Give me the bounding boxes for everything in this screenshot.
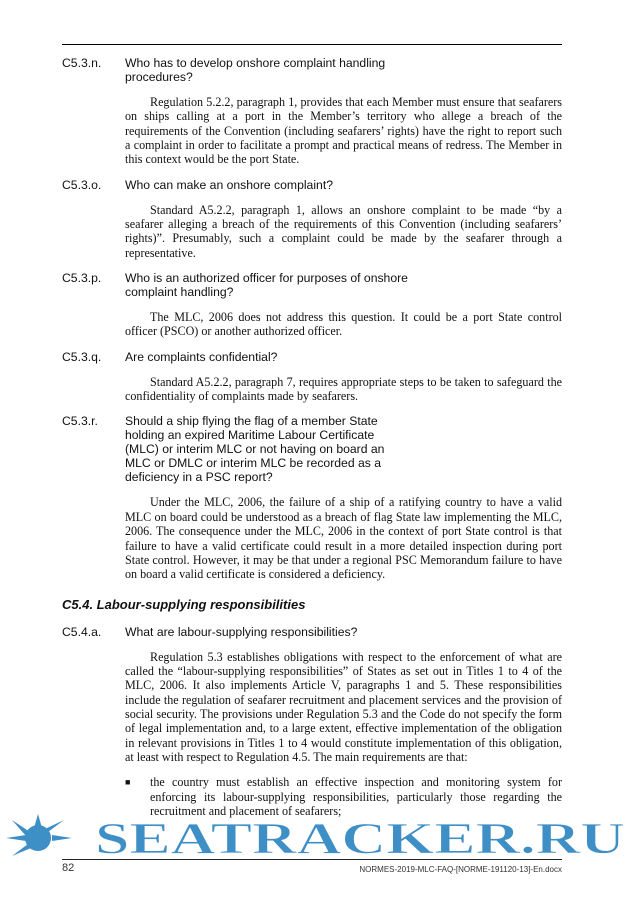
answer-c53q: Standard A5.2.2, paragraph 7, requires appropriate steps to be taken to safeguard the confidentiality of complaints made by seafarers. <box>125 374 562 404</box>
question-number: C5.3.r. <box>62 414 98 429</box>
sun-logo-icon <box>6 814 72 856</box>
section-heading: C5.4. Labour-supplying responsibilities <box>62 596 306 612</box>
bullet-square-icon: ■ <box>125 777 131 788</box>
question-text: Who has to develop onshore complaint handling procedures? <box>125 56 386 84</box>
question-c53p <box>62 271 562 299</box>
question-c53r <box>62 414 562 484</box>
question-number: C5.3.q. <box>62 349 102 364</box>
header-rule <box>62 44 562 45</box>
answer-c53r: Under the MLC, 2006, the failure of a ship of a ratifying country to have a valid MLC on board could be understood as a breach of flag State law implementing the MLC, 2006. The consequence under the MLC, 2006 in the context of port State control is that failure to have a valid certificate could result in a more detailed inspection during port State control. However, it may be that under a regional PSC Memorandum failure to have on board a valid certificate is considered a deficiency. <box>125 495 562 582</box>
answer-c53n: Regulation 5.2.2, paragraph 1, provides that each Member must ensure that seafarers on ships calling at a port in the Member’s territory who allege a breach of the requirements of the Convention (including seafarers’ rights) have the right to report such a complaint in order to facilitate a prompt and practical means of redress. The Member in this context would be the port State. <box>125 95 562 167</box>
footer-rule <box>62 859 562 860</box>
bullet-item <box>125 775 562 818</box>
question-number: C5.3.p. <box>62 271 102 286</box>
question-text: Should a ship flying the flag of a member State holding an expired Maritime Labour Certificate (MLC) or interim MLC or not having on board an MLC or DMLC or interim MLC be recorded as a deficiency in a PSC report? <box>125 414 385 485</box>
question-c53n <box>62 56 562 84</box>
question-text: Are complaints confidential? <box>125 349 278 364</box>
answer-c53o: Standard A5.2.2, paragraph 1, allows an onshore complaint to be made “by a seafarer alleging a breach of the requirements of this Convention (including seafarers’ rights)”. Presumably, such a complaint could be made by the seafarer through a representative. <box>125 202 562 260</box>
page-number: 82 <box>62 862 75 874</box>
question-text: What are labour-supplying responsibilities? <box>125 624 358 639</box>
answer-c54a: Regulation 5.3 establishes obligations with respect to the enforcement of what are called the “labour-supplying responsibilities” of States as set out in Titles 1 to 4 of the MLC, 2006. It also implements Article V, paragraphs 1 and 5. These responsibilities include the regulation of seafarer recruitment and placement services and the provision of social security. The provisions under Regulation 5.3 and the Code do not specify the form of legal implementation and, to a large extent, effective implementation of the obligation in relevant provisions in Titles 1 to 4 would constitute implementation of this obligation, at least with respect to Regulation 4.5. The main requirements are that: <box>125 649 562 764</box>
question-text: Who is an authorized officer for purposes of onshore complaint handling? <box>125 271 408 300</box>
question-c53q <box>62 350 562 364</box>
question-c54a <box>62 625 562 639</box>
seatracker-watermark <box>0 814 637 856</box>
question-number: C5.4.a. <box>62 624 102 639</box>
question-text: Who can make an onshore complaint? <box>125 177 333 192</box>
answer-c53p: The MLC, 2006 does not address this question. It could be a port State control officer (PSCO) or another authorized officer. <box>125 310 562 339</box>
footer-filename: NORMES-2019-MLC-FAQ-[NORME-191120-13]-En.docx <box>359 865 562 874</box>
bullet-text: the country must establish an effective inspection and monitoring system for enforcing its labour-supplying responsibilities, particularly those regarding the recruitment and placement of seafarers; <box>150 775 562 818</box>
question-number: C5.3.n. <box>62 56 102 70</box>
question-number: C5.3.o. <box>62 177 102 192</box>
watermark-text: SEATRACKER.RU <box>95 814 625 856</box>
question-c53o <box>62 178 562 192</box>
page-content <box>62 56 562 818</box>
